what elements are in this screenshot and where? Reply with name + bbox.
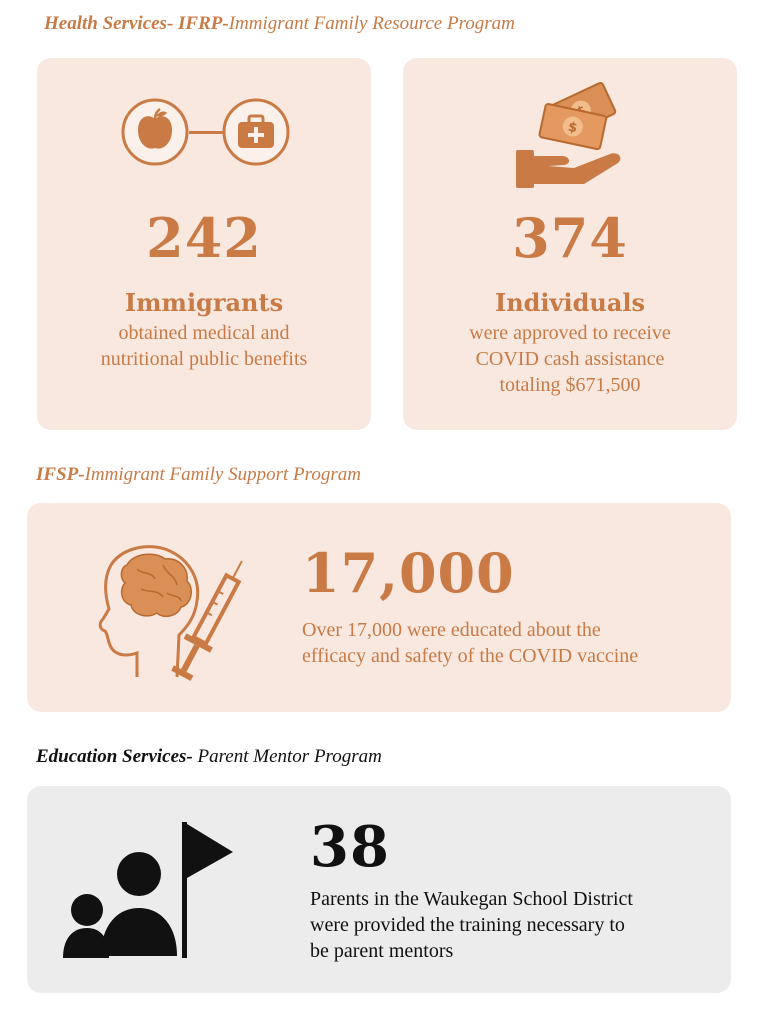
individuals-title: Individuals (494, 288, 646, 317)
svg-text:$: $ (566, 119, 579, 137)
parents-count: 38 (310, 814, 390, 880)
apple-icon (120, 97, 190, 167)
vaccine-card (27, 503, 731, 712)
health-services-heading (44, 13, 515, 35)
icon-connector-line (189, 131, 223, 134)
individuals-count: 374 (512, 206, 628, 270)
health-services-heading-bold: Health Services- IFRP- (44, 13, 229, 34)
syringe-icon (165, 551, 255, 691)
parents-desc-line: Parents in the Waukegan School District (310, 888, 633, 910)
immigrants-card (37, 58, 371, 430)
ifsp-heading-bold: IFSP- (36, 464, 85, 485)
individuals-desc-line: were approved to receive (469, 322, 671, 344)
health-services-heading-program: Immigrant Family Resource Program (228, 13, 515, 34)
immigrants-description (37, 320, 371, 372)
immigrants-title: Immigrants (124, 288, 284, 317)
parents-desc-line: were provided the training necessary to (310, 914, 625, 936)
individuals-desc-line: COVID cash assistance (475, 348, 665, 370)
parents-desc-line: be parent mentors (310, 940, 454, 962)
individuals-card (403, 58, 737, 430)
vaccine-desc-line: Over 17,000 were educated about the (302, 619, 601, 641)
money-hand-icon (510, 76, 630, 196)
vaccine-description (302, 617, 638, 669)
vaccine-count: 17,000 (302, 541, 515, 605)
parents-card (27, 786, 731, 993)
individuals-description (403, 320, 737, 398)
education-services-heading-program: Parent Mentor Program (192, 746, 382, 767)
immigrants-count: 242 (146, 206, 262, 270)
vaccine-desc-line: efficacy and safety of the COVID vaccine (302, 645, 639, 667)
education-services-heading-bold: Education Services- (36, 746, 193, 767)
individuals-desc-line: totaling $671,500 (499, 374, 641, 396)
immigrants-desc-line: nutritional public benefits (100, 348, 308, 370)
parents-description (310, 886, 633, 964)
first-aid-kit-icon (221, 97, 291, 167)
education-services-heading (36, 746, 382, 768)
ifsp-heading-program: Immigrant Family Support Program (84, 464, 361, 485)
immigrants-desc-line: obtained medical and (118, 322, 290, 344)
people-flag-icon (61, 822, 241, 962)
ifsp-heading (36, 464, 361, 486)
